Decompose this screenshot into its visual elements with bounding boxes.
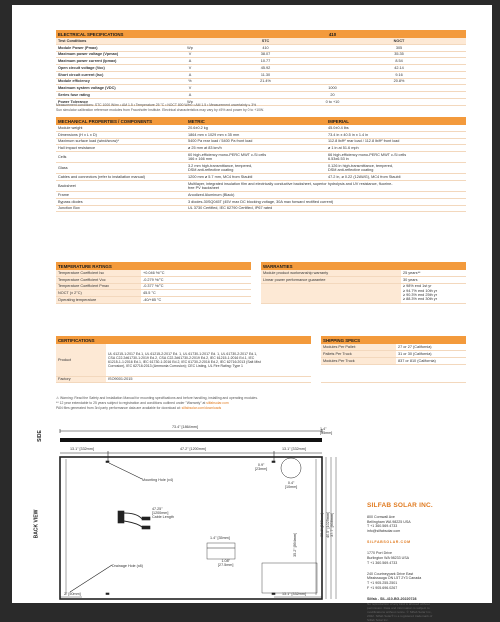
shipping-title: SHIPPING SPECS — [321, 336, 466, 344]
dim-frame-a: 1.4" [35mm] — [210, 536, 230, 540]
temperature-row-value: 45.5 °C — [141, 290, 251, 297]
temperature-row-value: +0.046 %/°C — [141, 270, 251, 276]
dim-top-mid: 47.2" [1200mm] — [180, 447, 206, 451]
metric-header: METRIC — [186, 117, 326, 125]
mechanical-row-imperial: 47.2 in, ø 0.22 (12AWG), MC4 from Staubli — [326, 174, 466, 181]
temperature-row-label: Temperature Coefficient Pmax — [56, 283, 141, 290]
mechanical-row-imperial: 45.0±0.4 lbs — [326, 125, 466, 131]
electrical-row — [56, 65, 466, 72]
imperial-header: IMPERIAL — [326, 117, 466, 125]
address-line: T +1 360.569.4733 — [367, 524, 398, 529]
dim-depth: 1.4" [35mm] — [320, 427, 333, 436]
warranty-link[interactable]: silfabsolar.com — [206, 401, 229, 405]
address-line: modifications without notice. © Silfab Solar Inc., — [367, 609, 433, 614]
certifications-shipping-table — [56, 336, 466, 383]
mechanical-row-metric: ø 25 mm at 83 km/h — [186, 145, 326, 152]
side-view-label: SIDE — [36, 430, 43, 442]
certifications-title: CERTIFICATIONS — [56, 336, 311, 344]
dim-bottom-left: 2" [50mm] — [64, 592, 81, 596]
electrical-row-stc: 38.07 — [199, 51, 332, 58]
electrical-row-unit: A — [181, 71, 199, 78]
electrical-row-label: Module efficiency — [56, 78, 181, 85]
gap-cell — [251, 276, 261, 283]
electrical-row-unit: Wp — [181, 44, 199, 51]
model-number: 410 — [199, 30, 466, 38]
electrical-row-stc: 21.4% — [199, 78, 332, 85]
datasheet-page — [12, 5, 492, 622]
electrical-row-unit: A — [181, 58, 199, 65]
gap-cell — [251, 283, 261, 290]
address-line: 2022. Silfab Solar® is a registered trademark of — [367, 613, 433, 618]
mechanical-row-label: Hail impact resistance — [56, 145, 186, 152]
temperature-row-label: Temperature Coefficient Voc — [56, 276, 141, 283]
warranty-row-value: 25 years** — [401, 270, 466, 276]
mechanical-table — [56, 117, 466, 212]
dim-vertical-c: 40.5" [1029mm] — [325, 512, 330, 538]
electrical-row-stc: 410 — [199, 44, 332, 51]
gap-cell — [251, 297, 261, 304]
electrical-row-label: Series fuse rating — [56, 92, 181, 99]
mechanical-row-value: 3 diodes-30SQ045T (45V max DC blocking voltage, 30A max forward rectified current) — [186, 198, 466, 205]
electrical-row-value: 0 to +10 — [199, 98, 466, 105]
electrical-row — [56, 78, 466, 85]
warranty-footnote-text: ** 12 year extendable to 25 years subject to registration and conditions outlined under "Warranty" at — [56, 401, 207, 405]
mechanical-row — [56, 145, 466, 152]
mechanical-row-label: Frame — [56, 192, 186, 199]
electrical-row-noct: 9.16 — [332, 71, 466, 78]
address-bellingham — [367, 515, 482, 534]
electrical-row — [56, 44, 466, 51]
company-contact — [367, 502, 482, 622]
address-line: 800 Cornwall Ave — [367, 514, 395, 519]
electrical-title: ELECTRICAL SPECIFICATIONS — [56, 30, 181, 38]
mechanical-row — [56, 198, 466, 205]
temperature-warranty-table — [56, 262, 466, 304]
mechanical-row-imperial: ø 1 in at 51.6 mph — [326, 145, 466, 152]
temperature-row-label: Temperature Coefficient Isc — [56, 270, 141, 276]
mechanical-row-value: Anodized Aluminum (Black) — [186, 192, 466, 199]
mounting-hole-label: Mounting Hole (x4) — [142, 478, 174, 482]
mechanical-row — [56, 205, 466, 212]
mechanical-row-imperial: 66 high-efficiency mono-PERC MWT c-Si cells 6.53x6.53 in — [326, 152, 466, 163]
address-line: F +1 905.696.0267 — [367, 586, 398, 591]
electrical-row — [56, 92, 466, 99]
back-view-label: BACK VIEW — [33, 509, 40, 539]
dim-hole-width: 0.4" [10mm] — [285, 481, 298, 490]
temperature-row-value: -0.279 %/°C — [141, 276, 251, 283]
shipping-rows — [321, 344, 466, 365]
test-conditions-label: Test Conditions — [56, 38, 181, 44]
temperature-row-value: -40/+85 °C — [141, 297, 251, 304]
pan-footnote-text: PAN files generated from 3rd party performance data are available for download at: — [56, 406, 182, 410]
mechanical-row — [56, 181, 466, 192]
electrical-row-stc: 45.92 — [199, 65, 332, 72]
address-line: 1770 Port Drive — [367, 550, 392, 555]
drainage-hole-label: Drainage Hole (x8) — [112, 564, 143, 568]
mechanical-row — [56, 152, 466, 163]
temperature-row-label: NOCT (± 2°C) — [56, 290, 141, 297]
electrical-row — [56, 85, 466, 92]
mechanical-row-label: Glass — [56, 163, 186, 174]
electrical-row-stc: 11.30 — [199, 71, 332, 78]
dim-small: 0.9" [23mm] — [255, 463, 268, 472]
factory-label: Factory — [56, 376, 106, 383]
electrical-row-unit: V — [181, 51, 199, 58]
mechanical-row-imperial: 112.8 lb/ft² rear load / 112.8 lb/ft² front load — [326, 138, 466, 145]
mechanical-row-metric: 5400 Pa rear load / 5400 Pa front load — [186, 138, 326, 145]
address-line: permission. Data and information is subject to — [367, 605, 430, 610]
warranty-row-label: Module product workmanship warranty — [261, 270, 401, 276]
mechanical-row — [56, 131, 466, 138]
electrical-row-noct: 20.8% — [332, 78, 466, 85]
mechanical-row-label: Dimensions (H x L x D) — [56, 131, 186, 138]
dim-vertical-b: 38.1" [968mm] — [319, 513, 324, 537]
module-drawing — [33, 423, 342, 601]
shipping-row-value: 27 or 27 (California) — [396, 344, 466, 350]
electrical-row-unit: Wp — [181, 98, 199, 105]
electrical-row-label: Power Tolerance — [56, 98, 181, 105]
product-label: Product — [56, 344, 106, 376]
temperature-title: TEMPERATURE RATINGS — [56, 262, 251, 270]
electrical-row — [56, 58, 466, 65]
warranty-row-value: ≥ 98% end 1st yr ≥ 94.7% end 10th yr ≥ 90.3% end 25th yr ≥ 88.3% end 30th yr — [401, 283, 466, 303]
mechanical-row-metric: 20.6±0.2 kg — [186, 125, 326, 131]
address-line: Mississauga ON L5T 2Y3 Canada — [367, 576, 422, 581]
electrical-row-label: Open circuit voltage (Voc) — [56, 65, 181, 72]
dim-vertical-d: 37.7" [958mm] — [329, 513, 334, 537]
address-line: Silfab Solar Inc. — [367, 617, 389, 622]
side-profile — [60, 438, 322, 442]
mechanical-row-label: Bypass diodes — [56, 198, 186, 205]
address-line: T +1 360.569.4733 — [367, 560, 398, 565]
company-website[interactable]: SILFABSOLAR.COM — [367, 540, 411, 545]
temperature-row — [56, 283, 466, 290]
shipping-row-label: Modules Per Pallet: — [321, 344, 396, 350]
electrical-specs-table — [56, 30, 466, 106]
address-line: 240 Courtneypark Drive East — [367, 571, 414, 576]
electrical-row-label: Short circuit current (Isc) — [56, 71, 181, 78]
electrical-row — [56, 71, 466, 78]
mechanical-row-metric: 3.2 mm high-transmittance, tempered, DSM anti-reflective coating — [186, 163, 326, 174]
electrical-note-1: Measurement conditions: STC 1000 W/m² • AM 1.5 • Temperature 25 °C • NOCT 800 W/m² • AM 1.5 • Measurement uncertainty ≤ 3% — [56, 103, 257, 107]
dim-overall-length: 73.4" [1864mm] — [172, 425, 198, 429]
mechanical-row-label: Cells — [56, 152, 186, 163]
warranty-row-label: Linear power performance guarantee — [261, 276, 401, 283]
shipping-row-label: Modules Per Truck — [321, 358, 396, 365]
electrical-note-2: Sun simulator calibration reference modules from Fraunhofer Institute. Electrical characteristics may vary by ±5% and power by 0 to +10W. — [56, 107, 264, 112]
mechanical-row-label: Junction Box — [56, 205, 186, 212]
mechanical-row-label: Maximum surface load (wind/snow)* — [56, 138, 186, 145]
dim-bottom-right: 13.1" [332mm] — [282, 592, 306, 596]
company-name: SILFAB SOLAR INC. — [367, 502, 433, 509]
address-mississauga — [367, 572, 482, 591]
electrical-row-unit: A — [181, 92, 199, 99]
back-frame-outline — [60, 457, 322, 599]
mechanical-row — [56, 192, 466, 199]
mechanical-title: MECHANICAL PROPERTIES / COMPONENTS — [56, 117, 186, 125]
electrical-row-label: Module Power (Pmax) — [56, 44, 181, 51]
mechanical-row — [56, 163, 466, 174]
warranty-footnote — [56, 401, 229, 405]
shipping-row — [321, 358, 466, 365]
electrical-row-unit: V — [181, 65, 199, 72]
mechanical-row-label: Cables and connectors (refer to installation manual) — [56, 174, 186, 181]
electrical-row-noct: 8.54 — [332, 58, 466, 65]
electrical-row-noct: 35.35 — [332, 51, 466, 58]
mechanical-row — [56, 138, 466, 145]
mechanical-row-value: Multilayer, integrated insulation film and electrically conductive backsheet, superior hydrolysis and UV resistance, fluorine- free PV backsheet — [186, 181, 466, 192]
dim-top-left: 13.1" [332mm] — [70, 447, 94, 451]
temperature-row-value: -0.377 %/°C — [141, 283, 251, 290]
electrical-row-unit: % — [181, 78, 199, 85]
temperature-row-label: Operating temperature — [56, 297, 141, 304]
address-line: T +1 905.255.2501 — [367, 581, 398, 586]
mechanical-row-label: Module weight — [56, 125, 186, 131]
product-certifications: UL 61215-1:2017 Ed.1, UL 61215-2:2017 Ed. 1, UL 61730-1:2017 Ed. 1, UL 61730-2:2017 Ed.1, CSA C22.2#61730-1:2019 Ed.2, CSA C22.2#61730-2:2019 Ed.2, IEC 61215-1:2016 Ed.1, IEC 61215-1-1:2016 Ed.1, IEC 61730-1:2016 Ed.2, IEC 61730-2:2016 Ed.2, IEC 62716:2013 (Salt Mist Corrosion), IEC 62716:2013 (Ammonia Corrosion); CEC Listing, UL Fire Rating: Type 1 — [106, 344, 311, 376]
downloads-link[interactable]: silfabsolar.com/downloads — [181, 406, 222, 410]
temperature-row — [56, 276, 466, 283]
electrical-row-noct: 42.14 — [332, 65, 466, 72]
mechanical-row-imperial: 0.126 in high-transmittance, tempered, DSM anti-reflective coating — [326, 163, 466, 174]
electrical-row-label: Maximum power voltage (Vpmax) — [56, 51, 181, 58]
dim-vertical-a: 35.2" [894mm] — [292, 533, 297, 557]
mechanical-row-value: UL 3730 Certified, IEC 62790 Certified, IP67 rated — [186, 205, 466, 212]
warning-footnote: ⚠ Warning: Read the Safety and Installation Manual for mounting specifications and before handling, installing and operating modules. — [56, 396, 258, 400]
copyright-notice — [367, 602, 482, 622]
electrical-row-value: 1000 — [199, 85, 466, 92]
factory-certification: ISO9001:2015 — [106, 376, 311, 383]
electrical-row-value: 20 — [199, 92, 466, 99]
document-id: Silfab - SIL-410-BG-20220728 — [367, 596, 417, 601]
electrical-row — [56, 51, 466, 58]
electrical-row-label: Maximum power current (Ipmax) — [56, 58, 181, 65]
noct-header: NOCT — [332, 38, 466, 44]
mechanical-row-label: Backsheet — [56, 181, 186, 192]
address-line: Bellingham WA 98225 USA — [367, 519, 411, 524]
mechanical-row — [56, 174, 466, 181]
gap-cell — [251, 290, 261, 297]
address-line: info@silfabsolar.com — [367, 529, 401, 534]
cable-length: 47.25" [1200mm] Cable Length — [152, 507, 174, 520]
address-line: Burlington WA 98233 USA — [367, 555, 410, 560]
warranties-title: WARRANTIES — [261, 262, 466, 270]
warranty-row-value: 30 years — [401, 276, 466, 283]
dim-frame-b: 1.08" [27.5mm] — [218, 559, 234, 568]
mechanical-row-metric: 1200 mm ø 5.7 mm, MC4 from Staubli — [186, 174, 326, 181]
shipping-row — [321, 351, 466, 358]
electrical-row-noct: 305 — [332, 44, 466, 51]
warranty-row-label — [261, 283, 401, 303]
address-line: No reproduction of any kind is allowed without — [367, 601, 430, 606]
shipping-row-label: Pallets Per Truck — [321, 351, 396, 358]
mechanical-row-imperial: 73.4 in x 40.5 in x 1.4 in — [326, 131, 466, 138]
electrical-row-unit: V — [181, 85, 199, 92]
stc-header: STC — [199, 38, 332, 44]
shipping-row-value: 31 or 30 (California) — [396, 351, 466, 358]
dim-top-right: 13.1" [332mm] — [282, 447, 306, 451]
electrical-row-stc: 10.77 — [199, 58, 332, 65]
address-burlington — [367, 551, 482, 566]
shipping-row-value: 837 or 810 (California) — [396, 358, 466, 365]
mechanical-row-metric: 1864 mm x 1029 mm x 35 mm — [186, 131, 326, 138]
pan-footnote — [56, 406, 221, 410]
mechanical-row-metric: 60 high-efficiency mono-PERC MWT c-Si cells 166 x 166 mm — [186, 152, 326, 163]
electrical-row-label: Maximum system voltage (VDC) — [56, 85, 181, 92]
